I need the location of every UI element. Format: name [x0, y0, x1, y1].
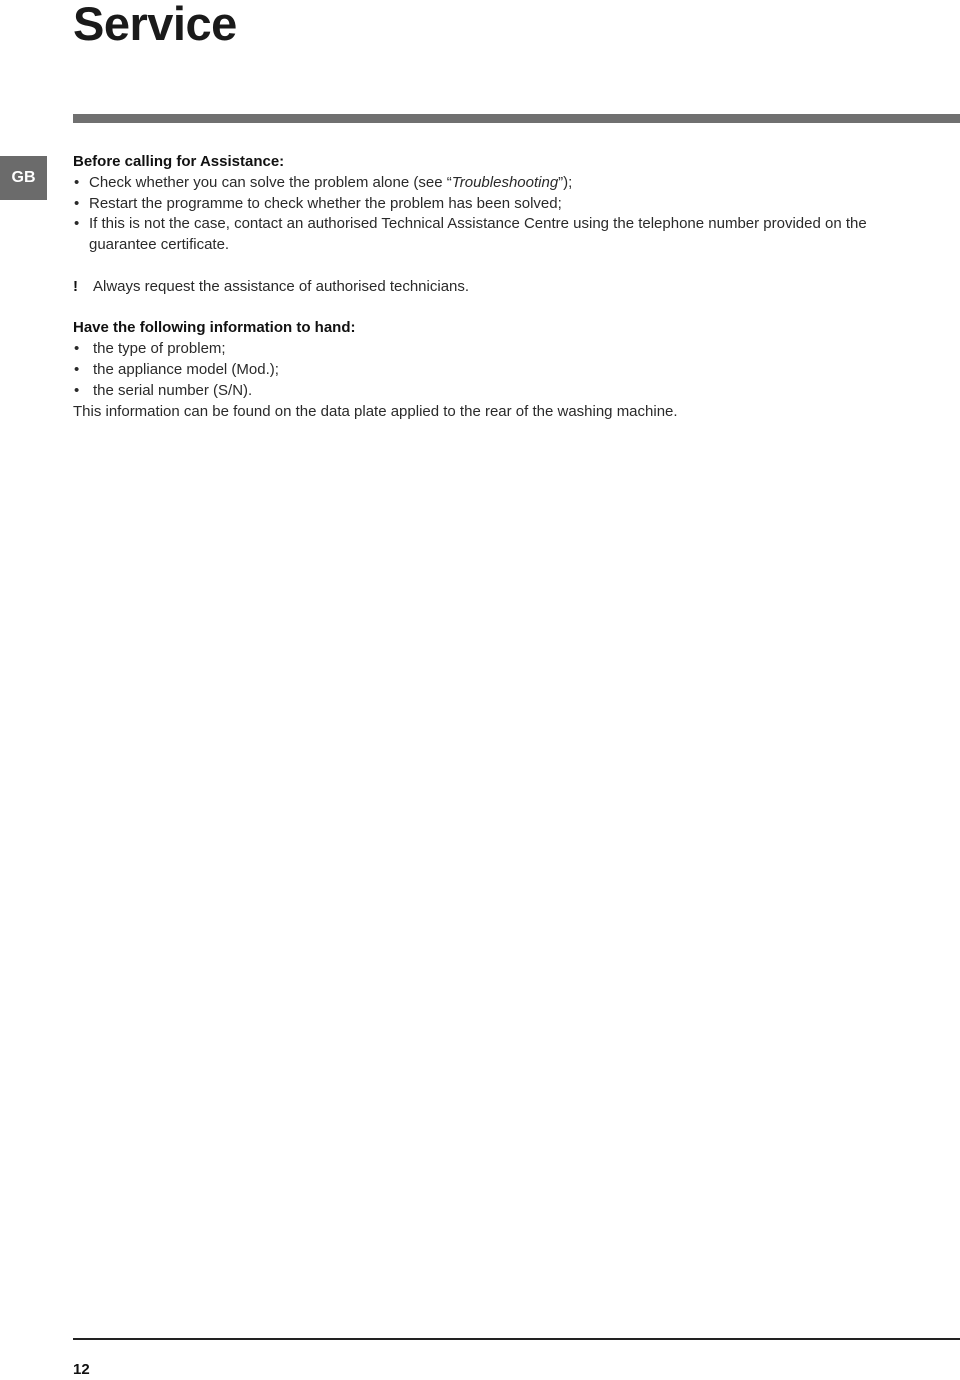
list-item-text: If this is not the case, contact an authorised Technical Assistance Centre using the telephone number provided on the guarantee certificate.: [89, 215, 867, 254]
data-plate-note: This information can be found on the data plate applied to the rear of the washing machine.: [73, 402, 678, 420]
warning-note-text: Always request the assistance of authorised technicians.: [93, 277, 470, 295]
information-heading: Have the following information to hand:: [73, 319, 356, 337]
list-item: [73, 173, 933, 194]
troubleshooting-reference: Troubleshooting: [451, 173, 559, 191]
page-title: Service: [73, 0, 237, 50]
list-item-text-end: ”);: [558, 173, 573, 191]
title-divider: [73, 114, 960, 123]
bullet-icon: •: [74, 360, 80, 378]
exclamation-icon: !: [73, 277, 78, 295]
list-item: [73, 339, 933, 360]
list-item: [73, 194, 933, 215]
list-item: [73, 360, 933, 381]
before-calling-list: [73, 173, 933, 256]
page-number: 12: [73, 1361, 90, 1378]
bullet-icon: •: [74, 194, 80, 212]
list-item: [73, 381, 933, 402]
service-content: [73, 152, 933, 422]
list-item-text: the serial number (S/N).: [93, 381, 253, 399]
before-calling-heading: Before calling for Assistance:: [73, 153, 285, 170]
list-item-text: Check whether you can solve the problem alone (see “: [89, 173, 452, 191]
list-item-text: the type of problem;: [93, 340, 226, 358]
bullet-icon: •: [74, 173, 80, 191]
list-item-text: the appliance model (Mod.);: [93, 360, 279, 378]
bullet-icon: •: [74, 381, 80, 399]
bullet-icon: •: [74, 340, 80, 358]
warning-note: [73, 277, 933, 298]
list-item-text: Restart the programme to check whether the problem has been solved;: [89, 194, 562, 212]
bullet-icon: •: [74, 215, 80, 233]
footer-divider: [73, 1338, 960, 1340]
list-item: [73, 214, 933, 256]
information-list: [73, 339, 933, 401]
language-tab: GB: [0, 156, 47, 200]
